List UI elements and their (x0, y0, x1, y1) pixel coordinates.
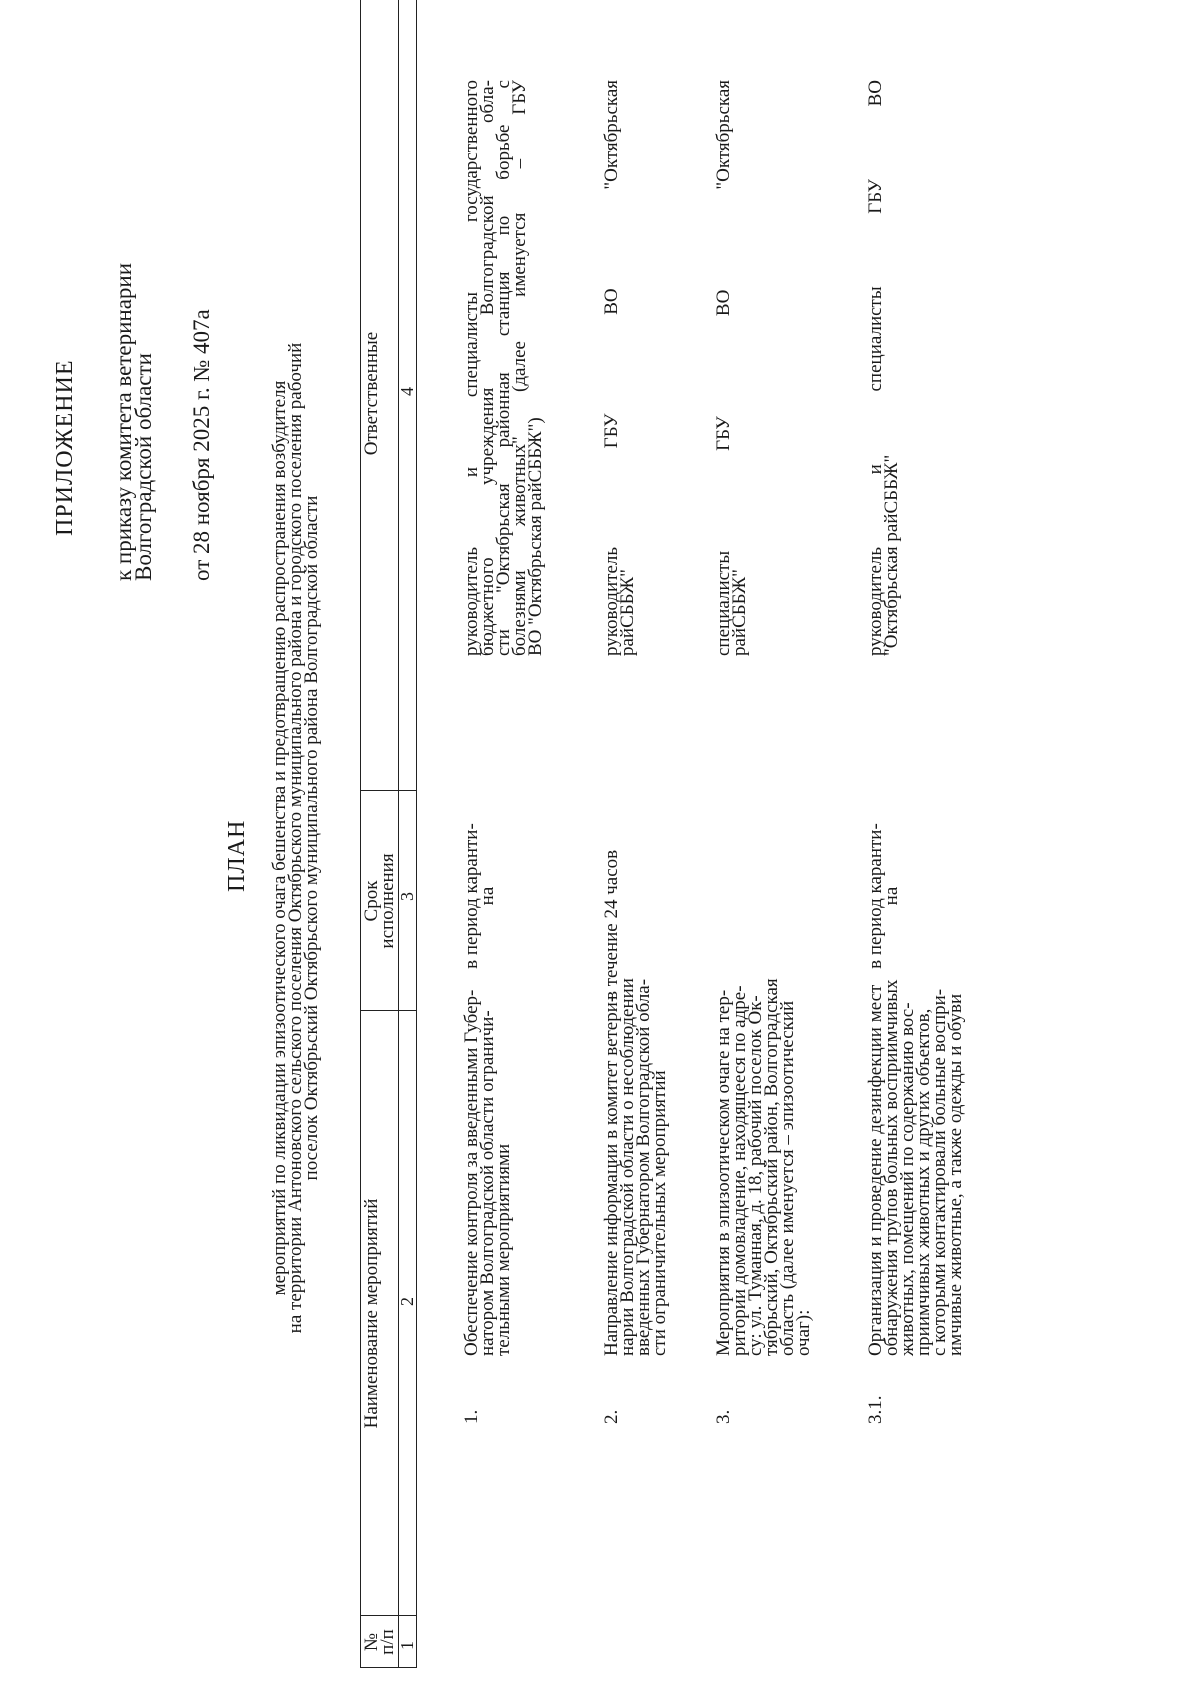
row-2-term: в течение 24 часов (601, 849, 622, 1000)
row-2-num: 2. (601, 1409, 622, 1424)
row-3-responsible: специалисты ГБУ ВО "Октябрьская райСББЖ" (713, 80, 750, 656)
header-name (361, 1011, 382, 1616)
row-3-1-responsible: руководитель и специалисты ГБУ ВО "Октябрьская райСББЖ" (865, 80, 902, 656)
header-name-line-1: Наименование мероприятий (361, 1198, 382, 1429)
header-resp (361, 0, 382, 791)
row-1-num: 1. (461, 1409, 482, 1424)
header-num-line-1: № (361, 1632, 382, 1652)
appendix-date-line: от 28 ноября 2025 г. № 407а (189, 309, 214, 581)
header-term-line-2: исполнения (377, 853, 398, 949)
appendix-ref-line-1: к приказу комитета ветеринарии (111, 262, 136, 581)
header-term (361, 791, 398, 1011)
header-num-line-2: п/п (377, 1629, 398, 1655)
row-3-1-num: 3.1. (865, 1395, 886, 1424)
row-3-1-term: в период каранти- на (865, 823, 902, 969)
column-number-4: 4 (397, 387, 417, 396)
column-number-2: 2 (397, 1297, 417, 1306)
plan-subtitle-line-1: мероприятий по ликвидации эпизоотического очага бешенства и предотвращению распространения возбудителя (269, 380, 290, 1296)
row-1-responsible: руководитель и специалисты государственного бюджетного учреждения Волгоградской обла- сти "Октябрьская районная станция по борьбе с болезнями животных" (далее именуется – ГБУ ВО "Октябрьская райСББЖ") (461, 80, 546, 656)
row-2-name: Направление информации в комитет ветери- нарии Волгоградской области о несоблюдении введенных Губернатором Волгоградской обла- сти ограничительных мероприятий (601, 978, 670, 1356)
header-term-line-1: Срок (361, 880, 382, 922)
header-num (361, 1616, 398, 1668)
row-3-1-name: Организация и проведение дезинфекции мест обнаружения трупов больных восприимчивых животных, помещений по содержанию вос- приимчивых животных и других объектов, с которыми контактировали больные воспри- имчивые животные, а также одежды и обуви (865, 979, 966, 1356)
table-header-border (398, 0, 399, 1668)
plan-title: ПЛАН (224, 819, 250, 892)
row-3-name: Мероприятия в эпизоотическом очаге на тер- ритории домовладение, находящееся по адре- су: ул. Туманная, д. 18, рабочий поселок Ок- тябрьский, Октябрьский район, Волгоградская область (далее именуется – эпизоотический очаг): (713, 978, 814, 1356)
column-number-3: 3 (397, 892, 417, 901)
plan-subtitle-line-2: на территории Антоновского сельского поселения Октябрьского муниципального района и городского поселения рабочий (285, 342, 306, 1334)
appendix-ref-line-2: Волгоградской области (131, 353, 156, 581)
column-number-1: 1 (397, 1641, 417, 1650)
header-resp-line-1: Ответственные (361, 331, 382, 456)
appendix-title: ПРИЛОЖЕНИЕ (52, 359, 78, 536)
row-3-num: 3. (713, 1409, 734, 1424)
row-1-name: Обеспечение контроля за введенными Губер- натором Волгоградской области ограничи- тельными мероприятиями (461, 989, 514, 1356)
plan-subtitle-line-3: поселок Октябрьский Октябрьского муниципального района Волгоградской области (301, 495, 322, 1181)
row-2-responsible: руководитель ГБУ ВО "Октябрьская райСББЖ" (601, 80, 638, 656)
row-1-term: в период каранти- на (461, 823, 498, 969)
table-column-numbers-border (416, 0, 417, 1668)
